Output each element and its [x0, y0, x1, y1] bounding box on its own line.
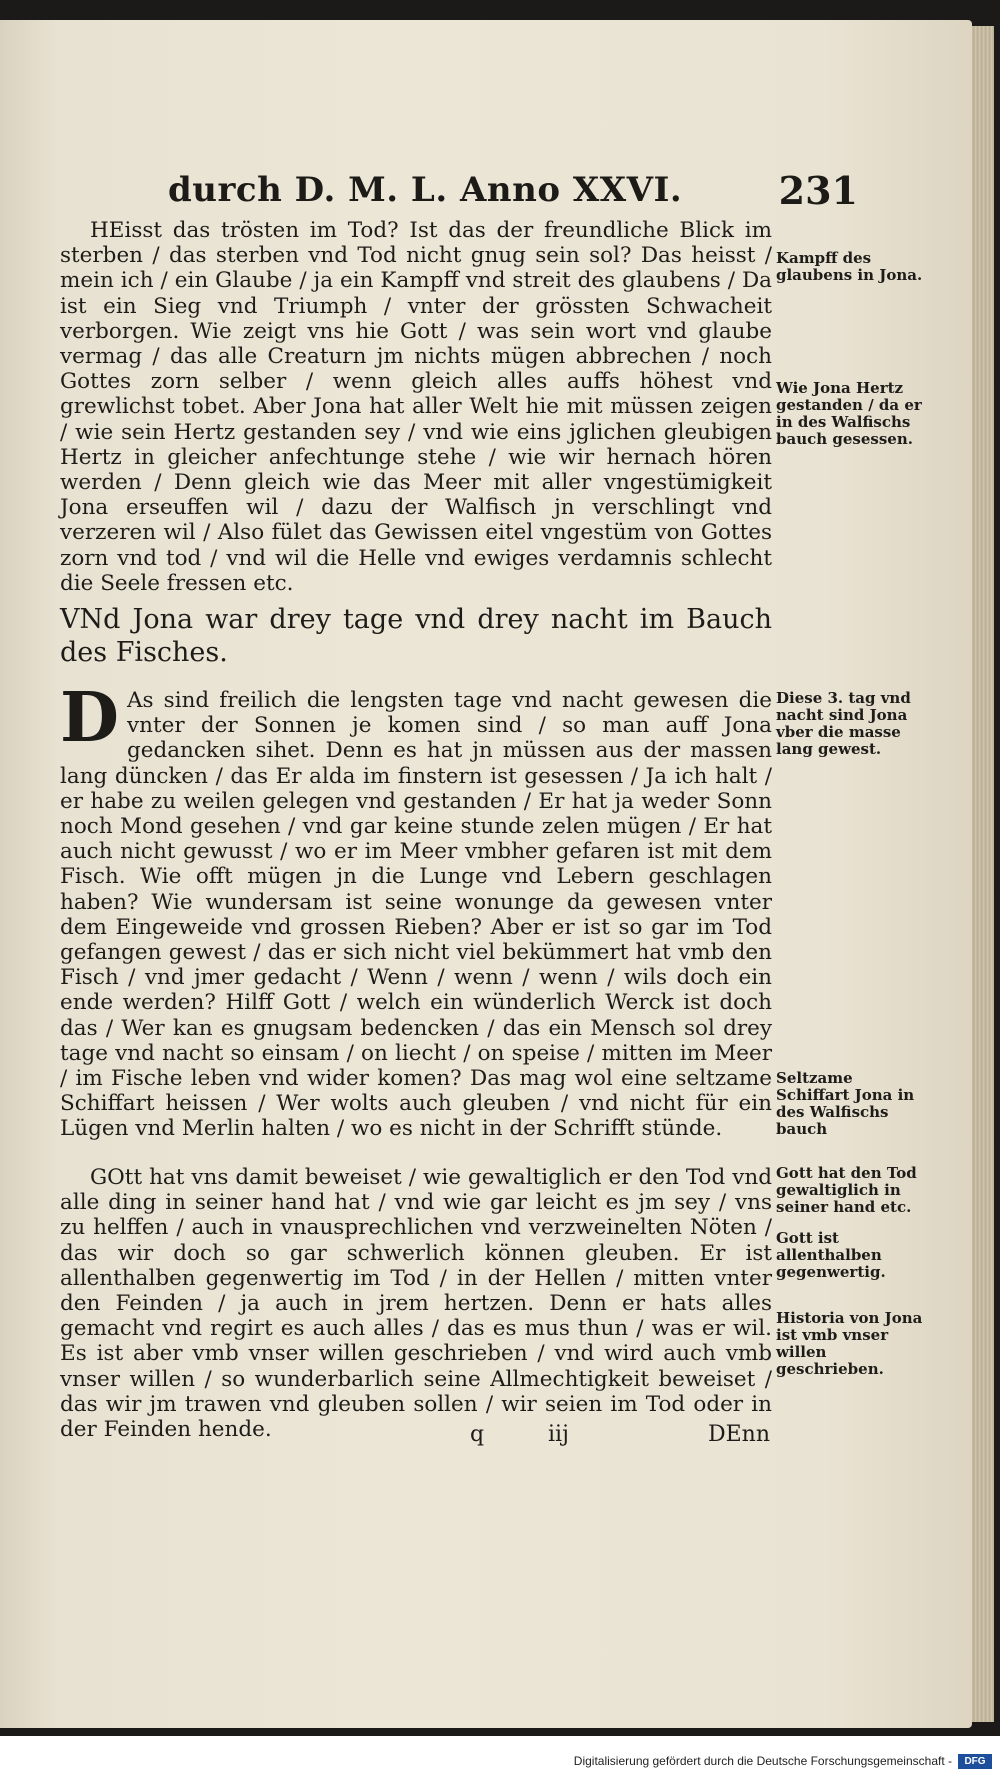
marginal-note-6: Gott ist allenthalben gegenwertig.	[776, 1229, 886, 1281]
paragraph-3: GOtt hat vns damit beweiset / wie gewaltiglich er den Tod vnd alle ding in seiner hand hat / vnd wie gar leicht es jm sey / vns zu helffen / auch in vnausprechlichen vnd verzweinelten Nöten / das wir doch so gar schwerlich können gleuben. Er ist allenthalben gegenwertig im Tod / in der Hellen / mitten vnter den Feinden / ja auch in jrem hertzen. Denn er hats alles gemacht vnd regirt es auch alles / das es mus thun / was er wil. Es ist aber vmb vnser willen geschrieben / vnd wird auch vmb vnser willen / so wunderbarlich seine Allmechtigkeit beweiset / das wir jm trawen vnd gleuben sollen / wir seien im Tod oder in der Feinden hende.	[60, 1165, 772, 1443]
page-number: 231	[778, 168, 858, 213]
paragraph-1: HEisst das trösten im Tod? Ist das der freundliche Blick im sterben / das sterben vnd Tod nicht gnug sein sol? Das heisst / mein ich / ein Glaube / ja ein Kampff vnd streit des glaubens / Da ist ein Sieg vnd Triumph / vnter der grössten Schwacheit verborgen. Wie zeigt vns hie Gott / was sein wort vnd glaube vermag / das alle Creaturn jm nichts mügen abbrechen / noch Gottes zorn selber / wenn gleich alles auffs höhest vnd grewlichst tobet. Aber Jona hat aller Welt hie mit müssen zeigen / wie sein Hertz gestanden sey / vnd wie eins jglichen gleubigen Hertz in gleicher anfechtunge stehe / wie wir hernach hören werden / Denn gleich wie das Meer mit aller vngestümigkeit Jona erseuffen wil / dazu der Walfisch jn verschlingt vnd verzeren wil / Also fület das Gewissen eitel vngestüm von Gottes zorn vnd tod / vnd wil die Helle vnd ewiges verdamnis schlecht die Seele fressen etc.	[60, 218, 772, 596]
signature-line	[470, 1422, 770, 1452]
marginal-note-1: Kampff des glaubens in Jona.	[776, 249, 923, 284]
marginal-note-5: Gott hat den Tod gewaltiglich in seiner hand etc.	[776, 1164, 917, 1216]
running-head: durch D. M. L. Anno XXVI.	[168, 170, 683, 210]
page-edge	[972, 26, 994, 1722]
section-heading: VNd Jona war drey tage vnd drey nacht im Bauch des Fisches.	[60, 604, 772, 668]
marginal-note-2: Wie Jona Hertz gestanden / da er in des Walfischs bauch gesessen.	[776, 379, 922, 448]
catchword: DEnn	[707, 1422, 770, 1447]
signature-mark: q	[470, 1422, 485, 1447]
digitization-credit: Digitalisierung gefördert durch die Deutsche Forschungsgemeinschaft -	[573, 1754, 952, 1768]
marginal-note-7: Historia von Jona ist vmb vnser willen geschrieben.	[776, 1309, 923, 1378]
drop-cap: D	[60, 678, 119, 758]
marginal-note-3: Diese 3. tag vnd nacht sind Jona vber die masse lang gewest.	[776, 689, 911, 758]
paragraph-2-text: As sind freilich die lengsten tage vnd nacht gewesen die vnter der Sonnen je komen sind / so man auff Jona gedancken sihet. Denn es hat jn müssen aus der massen lang düncken / das Er alda im finstern ist gesessen / Ja ich halt / er habe zu weilen gelegen vnd gestanden / Er hat ja weder Sonn noch Mond gesehen / vnd gar keine stunde zelen mügen / Er hat auch nicht gewusst / wo er im Meer vmbher gefaren ist mit dem Fisch. Wie offt mügen jn die Lunge vnd Lebern geschlagen haben? Wie wundersam ist seine wonunge da gewesen vnter dem Eingeweide vnd grossen Rieben? Aber er ist so gar im Tod gefangen gewest / das er sich nicht viel bekümmert hat vmb den Fisch / vnd jmer gedacht / Wenn / wenn / wenn / wils doch ein ende werden? Hilff Gott / welch ein wünderlich Werck ist doch das / Wer kan es gnugsam bedencken / das ein Mensch sol drey tage vnd nacht so einsam / on liecht / on speise / mitten im Meer / im Fische leben vnd wider komen? Das mag wol eine seltzame Schiffart heissen / Wer wolts auch gleuben / vnd nicht für ein Lügen vnd Merlin halten / wo es nicht in der Schrifft stünde.	[60, 688, 772, 1142]
signature-number: iij	[548, 1422, 569, 1447]
book-page	[0, 20, 972, 1728]
marginal-note-4: Seltzame Schiffart Jona in des Walfischs bauch	[776, 1069, 915, 1138]
paragraph-2	[60, 678, 772, 1142]
page-header	[168, 170, 858, 214]
dfg-logo: DFG	[958, 1754, 992, 1769]
